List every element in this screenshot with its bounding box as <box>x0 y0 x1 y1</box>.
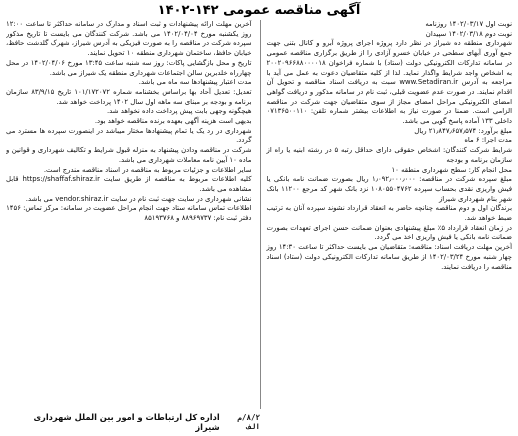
publish-second: نوبت دوم ۱۴۰۲/۰۳/۱۸ سپیدان <box>425 29 512 38</box>
left-column <box>6 20 252 409</box>
price-adjustment: تعدیل: تعدیل آحاد بها براساس بخشنامه شماره ۱۰۱/۱۷۲۰۷۲ تاریخ ۸۳/۹/۱۵ سازمان برنامه و بودجه بر مبنای سه ماهه اول سال ۱۴۰۲ پرداخت خواهد شد. <box>6 87 252 106</box>
notice-title: آگهی مناقصه عمومی ۱۴۲-۱۴۰۲ <box>157 3 361 18</box>
notice-body <box>6 20 512 409</box>
other-info: سایر اطلاعات و جزئیات مربوط به مناقصه در اسناد مناقصه مندرج است. <box>43 165 252 174</box>
document-deadline: آخرین مهلت دریافت اسناد: مناقصه: متقاضیان می بایست حداکثر تا ساعت ۱۴:۳۰ روز چهار شنبه مورخ ۱۴۰۲/۰۳/۲۴ از طریق سامانه تدارکات الکترونیکی دولت (ستاد) اسناد مناقصه را دریافت نمایند. <box>266 243 512 271</box>
registration-office: دفتر ثبت نام: ۸۸۹۶۹۷۳۷ و ۸۵۱۹۳۷۶۸ <box>144 214 252 223</box>
opening-date: تاریخ و محل بازگشایی پاکات: روز سه شنبه ساعت ۱۳:۴۵ مورخ ۱۴۰۲/۰۴/۰۶ در محل چهارراه خلدبرین سالن اجتماعات شهرداری منطقه یک شیراز می باشد. <box>6 58 252 77</box>
validity-period: مدت اعتبار پیشنهادها سه ماه می باشد. <box>138 78 252 87</box>
performance-guarantee: در زمان انعقاد قرارداد ۵٪ مبلغ پیشنهادی بعنوان ضمانت حسن اجرای تعهدات بصورت ضمانت نامه بانکی یا فیش واریزی اخذ می گردد. <box>266 223 512 242</box>
rejection-right: شهرداری در رد یک یا تمام پیشنهادها مختار میباشد در اینصورت سپرده ها مسترد می گردد. <box>6 126 252 145</box>
footer-org: اداره کل ارتباطات و امور بین الملل شهرداری شیراز <box>33 412 220 432</box>
publish-first: نوبت اول ۱۴۰۲/۰۳/۱۷ روزنامه <box>425 20 512 28</box>
work-location: محل انجام کار: سطح شهرداری منطقه ۱۰ <box>391 165 512 174</box>
estimated-amount: مبلغ برآورد: ۲۱٫۸۴۷٫۶۵۷٫۵۷۴ ریال <box>414 126 512 135</box>
winner-terms: برندگان اول و دوم مناقصه چنانچه حاضر به انعقاد قرارداد نشوند سپرده آنان به ترتیب ضبط خواهد شد. <box>266 204 512 223</box>
vendor-site: نشانی شهرداری در سایت جهت ثبت نام در سایت vendor.shiraz.ir می باشد. <box>25 194 252 203</box>
acceptance-terms: شرکت در مناقصه ودادن پیشنهاد به منزله قبول شرایط و تکالیف شهرداری و قوانین و ماده ۱۰ آیین نامه معاملات شهرداری می باشد. <box>6 146 252 164</box>
tender-description: شهرداری منطقه ده شیراز در نظر دارد پروژه اجرای پروژه آبرو و کانال بتنی جهت جمع آوری آبهای سطحی در خیابان خسرو آزادی را از طریق برگزاری مناقصه عمومی در سامانه تدارکات الکترونیکی دولت (ستاد) با شماره فراخوان ۲۰۰۲۰۹۶۶۸۸۰۰۰۰۱۸ به اشخاص واجد شرایط واگذار نماید. لذا از کلیه متقاضیان دعوت به عمل می آید با مراجعه به آدرس www.Setadiran.ir سبت به دریافت اسناد مناقصه و تحویل آن اقدام نمایند. در صورت عدم عضویت قبلی، ثبت نام در سامانه مذکور و دریافت گواهی امضای الکترونیکی مراحل امضای مجاز از سوی متقاضیان جهت شرکت در مناقصه الزامی است. ضمنا در صورت نیاز به اطلاعات بیشتر شماره تلفن: ۰۷۱۳۶۵۰۰۱۱۰ داخلی ۱۳۳ آماده پاسخ گویی می باشد. <box>266 39 512 126</box>
submission-deadline: آخرین مهلت ارائه پیشنهادات و ثبت اسناد و مدارک در سامانه حداکثر تا ساعت ۱۲:۰۰ روز یکشنبه مورخ ۱۴۰۲/۰۴/۰۴ می باشد. شرکت کنندگان می بایست تا تاریخ مذکور سپرده شرکت در مناقصه را به صورت فیزیکی به آدرس شیراز، شهرک گلدشت حافظ، خیابان حافظ، ساختمان شهرداری منطقه ۱۰ تحویل نمایند. <box>6 20 252 58</box>
right-column <box>260 20 513 409</box>
footer <box>8 413 260 431</box>
title-bar <box>6 2 512 19</box>
transparency-site: کلیه اطلاعات مربوط به مناقصه از طریق سایت https://shaffaf.shiraz.ir قابل مشاهده می باشد. <box>6 175 252 193</box>
footer-code: ۸/۲/م الف <box>237 413 260 431</box>
deposit-amount: مبلغ سپرده شرکت در مناقصه: ۱٫۰۹۲٫۰۰۰٫۰۰۰ ریال بصورت ضمانت نامه بانکی یا فیش واریزی نقدی بحساب سپرده ۱۰۸۰۵۵۰۴۷۶۲ نزد بانک شهر کد مرجع ۱۱۲۰۰ بانک شهر بنام شهرداری شیراز <box>266 175 512 203</box>
participant-conditions: شرایط شرکت کنندگان: اشخاص حقوقی دارای حداقل رتبه ۵ در رشته ابنیه یا راه از سازمان برنامه و بودجه <box>266 146 512 164</box>
duration: مدت اجرا: ۶ ماه <box>464 136 512 145</box>
no-prepayment: هیچگونه وجهی بابت پیش پرداخت داده نخواهد شد. <box>106 107 252 116</box>
ad-cost: بدیهی است هزینه آگهی بعهده برنده مناقصه خواهد بود. <box>94 117 252 126</box>
contact-center: اطلاعات تماس سامانه ستاد جهت انجام مراحل عضویت در سامانه: مرکز تماس: ۱۴۵۶ <box>6 204 252 213</box>
